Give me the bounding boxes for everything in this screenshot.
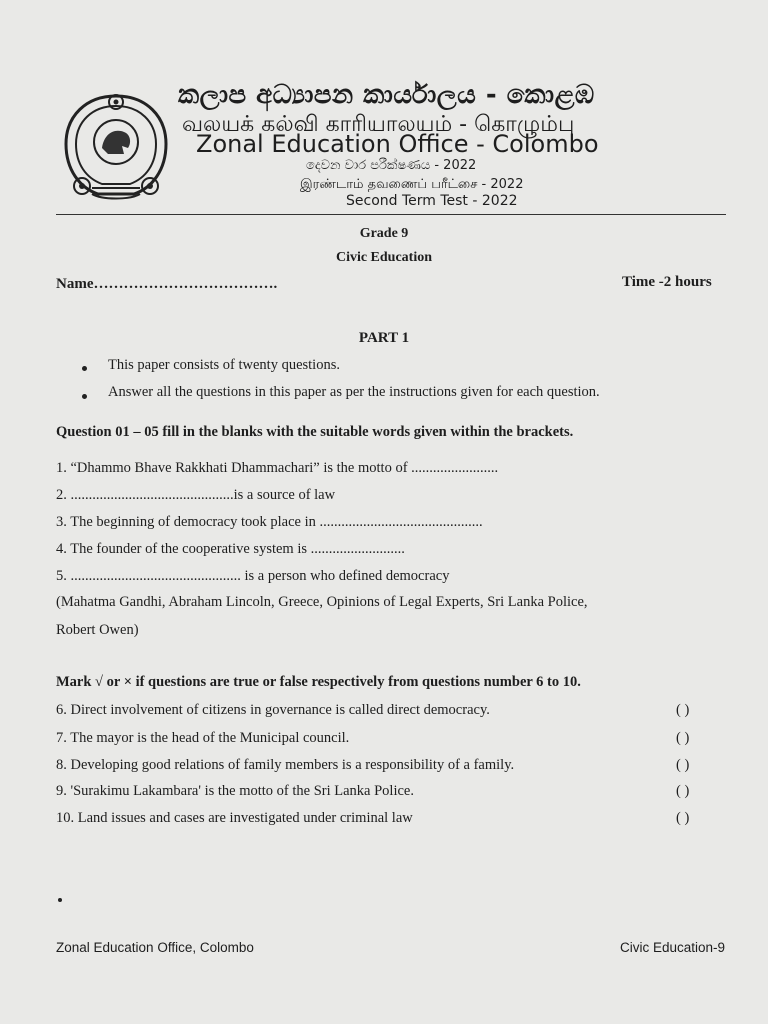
question-item: 10. Land issues and cases are investigated under criminal law [56,810,413,826]
name-field: Name………………………………. [56,276,278,292]
question-item: 3. The beginning of democracy took place in ............................................. [56,514,483,530]
office-title-sinhala: කලාප අධ්‍යාපන කාර්යාලය - කොළඹ [178,80,595,110]
answer-box: ( ) [676,730,690,746]
stray-dot [58,898,62,902]
part-heading: PART 1 [358,330,410,346]
instruction-item: Answer all the questions in this paper as per the instructions given for each question. [108,384,600,400]
question-item: 9. 'Surakimu Lakambara' is the motto of the Sri Lanka Police. [56,783,414,799]
term-test-tamil: இரண்டாம் தவணைப் பரீட்சை - 2022 [300,177,524,192]
header-divider [56,214,726,215]
question-item: 6. Direct involvement of citizens in governance is called direct democracy. [56,702,490,718]
footer-office: Zonal Education Office, Colombo [56,940,254,955]
bullet-icon [82,366,87,371]
sri-lanka-emblem-icon [62,90,170,204]
question-item: 2. .............................................is a source of law [56,487,336,503]
answer-box: ( ) [676,702,690,718]
bullet-icon [82,394,87,399]
question-item: 5. ............................................... is a person who defined democracy [56,568,450,584]
answer-box: ( ) [676,783,690,799]
office-title-tamil: வலயக் கல்வி காரியாலயம் - கொழும்பு [182,112,575,137]
question-item: 1. “Dhammo Bhave Rakkhati Dhammachari” is the motto of ........................ [56,460,499,476]
answer-box: ( ) [676,810,690,826]
time-allowed: Time -2 hours [622,274,712,290]
question-item: 8. Developing good relations of family members is a responsibility of a family. [56,757,515,773]
term-test-sinhala: දෙවන වාර පරීක්ෂණය - 2022 [306,158,477,173]
grade-heading: Grade 9 [359,226,409,241]
subject-heading: Civic Education [335,250,433,265]
section1-heading: Question 01 – 05 fill in the blanks with the suitable words given within the brackets. [56,424,574,440]
term-test-english: Second Term Test - 2022 [346,193,518,209]
answer-box: ( ) [676,757,690,773]
instruction-item: This paper consists of twenty questions. [108,357,340,373]
answer-options: (Mahatma Gandhi, Abraham Lincoln, Greece, Opinions of Legal Experts, Sri Lanka Police, [56,594,588,610]
office-title-english: Zonal Education Office - Colombo [196,130,599,158]
section2-heading: Mark √ or × if questions are true or false respectively from questions number 6 to 10. [56,674,581,690]
question-item: 7. The mayor is the head of the Municipal council. [56,730,350,746]
question-item: 4. The founder of the cooperative system is .......................... [56,541,405,557]
footer-subject: Civic Education-9 [620,940,726,955]
answer-options-continued: Robert Owen) [56,622,139,638]
